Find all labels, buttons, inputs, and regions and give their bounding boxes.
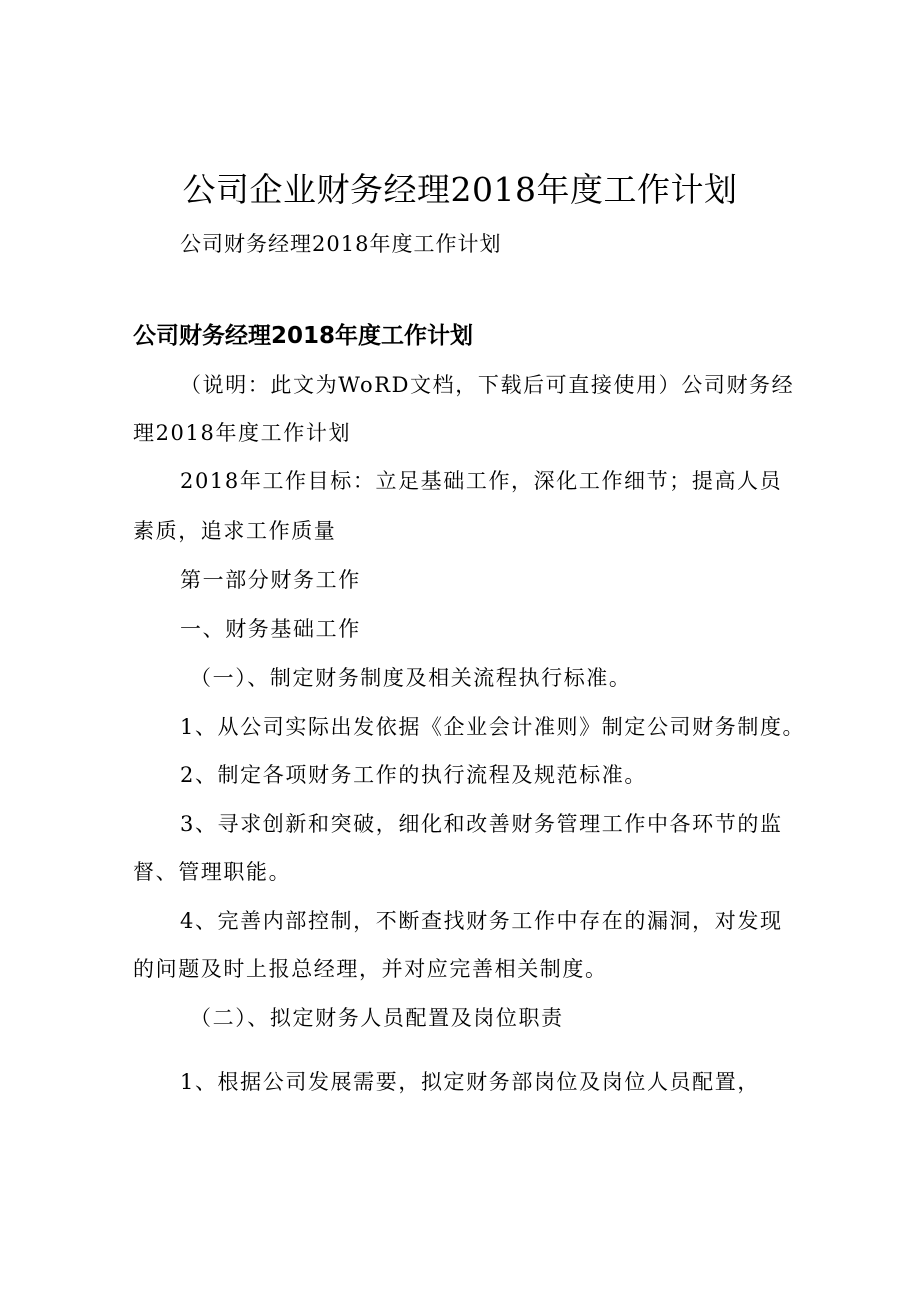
body-line: 第一部分财务工作 (180, 568, 361, 592)
body-line: 督、管理职能。 (133, 860, 292, 884)
body-line: 一、财务基础工作 (180, 617, 361, 641)
section-heading: 公司财务经理2018年度工作计划 (133, 323, 474, 349)
body-line: 2、制定各项财务工作的执行流程及规范标准。 (180, 763, 647, 787)
body-line: （说明：此文为WoRD文档，下载后可直接使用）公司财务经 (180, 373, 795, 397)
body-line: 理2018年度工作计划 (133, 421, 352, 445)
body-line: 3、寻求创新和突破，细化和改善财务管理工作中各环节的监 (180, 812, 783, 836)
body-line: （二）、拟定财务人员配置及岗位职责 (190, 1006, 564, 1030)
body-line: 的问题及时上报总经理，并对应完善相关制度。 (133, 957, 608, 981)
body-line: 1、根据公司发展需要，拟定财务部岗位及岗位人员配置， (180, 1070, 760, 1094)
document-title: 公司企业财务经理2018年度工作计划 (182, 170, 738, 209)
body-line: 1、从公司实际出发依据《企业会计准则》制定公司财务制度。 (180, 715, 806, 739)
body-line: （一）、制定财务制度及相关流程执行标准。 (190, 666, 632, 690)
body-line: 2018年工作目标：立足基础工作，深化工作细节；提高人员 (180, 469, 783, 493)
document-subtitle: 公司财务经理2018年度工作计划 (180, 232, 502, 256)
body-line: 素质，追求工作质量 (133, 519, 337, 543)
body-line: 4、完善内部控制，不断查找财务工作中存在的漏洞，对发现 (180, 909, 783, 933)
